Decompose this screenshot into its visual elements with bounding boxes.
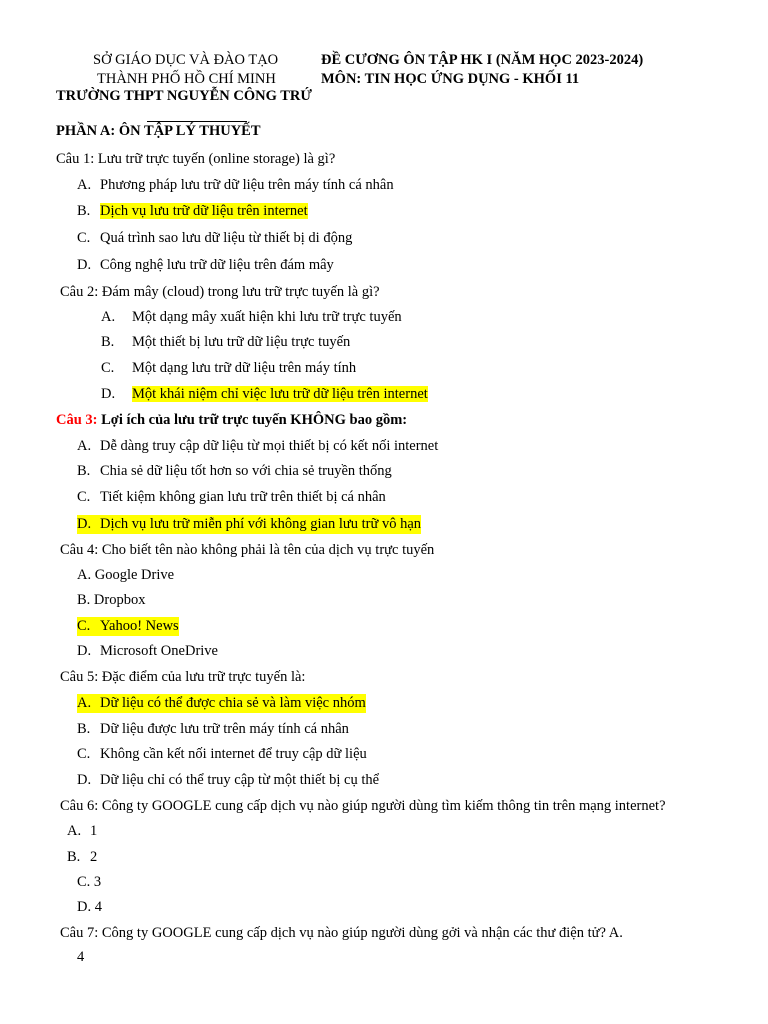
q5-option-b xyxy=(77,720,349,739)
q1-option-b xyxy=(77,202,308,221)
q2-option-b xyxy=(101,333,350,352)
option-text: 3 xyxy=(93,874,102,890)
option-letter: C. xyxy=(77,874,91,890)
option-text-highlighted: Một khái niệm chỉ việc lưu trữ dữ liệu trên internet xyxy=(132,386,428,402)
option-letter: A. xyxy=(67,823,82,839)
option-text: Quá trình sao lưu dữ liệu từ thiết bị di động xyxy=(100,230,353,246)
question-text: Công ty GOOGLE cung cấp dịch vụ nào giúp người dùng gởi và nhận các thư điện tử? A. xyxy=(101,925,623,941)
section-title: PHẦN A: ÔN TẬP LÝ THUYẾT xyxy=(56,123,261,139)
option-letter: B. xyxy=(77,721,91,737)
option-letter: B. xyxy=(101,334,115,350)
option-text: 1 xyxy=(90,823,98,839)
option-text: 4 xyxy=(94,899,102,915)
q3-option-c xyxy=(77,488,386,507)
question-1 xyxy=(56,150,335,169)
q5-option-a xyxy=(77,694,366,713)
header-city: THÀNH PHỐ HỒ CHÍ MINH xyxy=(97,71,276,87)
option-text-highlighted: Yahoo! News xyxy=(100,618,179,634)
option-text: Công nghệ lưu trữ dữ liệu trên đám mây xyxy=(100,257,334,273)
option-letter: B. xyxy=(77,203,91,219)
option-letter: C. xyxy=(77,746,91,762)
option-text: Dropbox xyxy=(93,592,146,608)
q6-option-c xyxy=(77,873,101,892)
option-letter: D. xyxy=(77,899,92,915)
q1-option-d xyxy=(77,256,334,275)
header-title: ĐỀ CƯƠNG ÔN TẬP HK I (NĂM HỌC 2023-2024) xyxy=(321,52,644,68)
q5-option-c xyxy=(77,745,367,764)
question-text: Cho biết tên nào không phải là tên của dịch vụ trực tuyến xyxy=(101,542,435,558)
option-text: Dữ liệu được lưu trữ trên máy tính cá nhân xyxy=(100,721,349,737)
question-label: Câu 3: xyxy=(56,412,98,428)
q2-option-a xyxy=(101,308,402,327)
option-text-highlighted: Dịch vụ lưu trữ miễn phí với không gian lưu trữ vô hạn xyxy=(100,516,422,532)
option-text: Google Drive xyxy=(94,567,175,583)
option-text: Microsoft OneDrive xyxy=(100,643,218,659)
option-text-highlighted: Dịch vụ lưu trữ dữ liệu trên internet xyxy=(100,203,308,219)
q4-option-b xyxy=(77,591,145,610)
q4-option-c xyxy=(77,617,179,636)
question-text: Lợi ích của lưu trữ trực tuyến KHÔNG bao gồm: xyxy=(101,412,408,428)
question-label: Câu 5: xyxy=(60,669,99,685)
option-text: Dễ dàng truy cập dữ liệu từ mọi thiết bị có kết nối internet xyxy=(100,438,439,454)
option-text: Tiết kiệm không gian lưu trữ trên thiết bị cá nhân xyxy=(100,489,386,505)
option-letter: D. xyxy=(77,516,92,532)
q4-option-d xyxy=(77,642,218,661)
q1-option-c xyxy=(77,229,352,248)
option-text: Một thiết bị lưu trữ dữ liệu trực tuyến xyxy=(132,334,351,350)
question-text: Đặc điểm của lưu trữ trực tuyến là: xyxy=(101,669,306,685)
option-letter: C. xyxy=(101,360,115,376)
question-6 xyxy=(60,797,666,816)
option-letter: C. xyxy=(77,489,91,505)
option-letter: A. xyxy=(77,695,92,711)
header-department: SỞ GIÁO DỤC VÀ ĐÀO TẠO xyxy=(93,52,279,68)
question-label: Câu 1: xyxy=(56,151,95,167)
option-text: Phương pháp lưu trữ dữ liệu trên máy tính cá nhân xyxy=(100,177,394,193)
q4-option-a xyxy=(77,566,174,585)
option-letter: B. xyxy=(67,849,81,865)
option-text: Dữ liệu chỉ có thể truy cập từ một thiết bị cụ thể xyxy=(100,772,380,788)
option-letter: D. xyxy=(77,257,92,273)
option-text: Một dạng lưu trữ dữ liệu trên máy tính xyxy=(132,360,357,376)
option-letter: C. xyxy=(77,618,91,634)
header-school: TRƯỜNG THPT NGUYỄN CÔNG TRỨ xyxy=(56,88,312,104)
question-label: Câu 6: xyxy=(60,798,99,814)
question-label: Câu 7: xyxy=(60,925,99,941)
q6-option-d xyxy=(77,898,102,917)
option-letter: D. xyxy=(77,772,92,788)
option-letter: B. xyxy=(77,592,91,608)
option-text: Chia sẻ dữ liệu tốt hơn so với chia sẻ truyền thống xyxy=(100,463,392,479)
header-subject: MÔN: TIN HỌC ỨNG DỤNG - KHỐI 11 xyxy=(321,71,580,87)
option-letter: A. xyxy=(77,567,92,583)
option-letter: A. xyxy=(77,438,92,454)
q7-continuation: 4 xyxy=(77,949,85,965)
q5-option-d xyxy=(77,771,379,790)
question-5 xyxy=(60,668,305,687)
question-7 xyxy=(60,924,623,943)
q3-option-d xyxy=(77,515,421,534)
q3-option-a xyxy=(77,437,438,456)
question-3 xyxy=(56,411,407,430)
option-letter: C. xyxy=(77,230,91,246)
option-text: Không cần kết nối internet để truy cập dữ liệu xyxy=(100,746,367,762)
q1-option-a xyxy=(77,176,394,195)
option-letter: B. xyxy=(77,463,91,479)
q6-option-a xyxy=(67,822,97,841)
question-label: Câu 4: xyxy=(60,542,99,558)
question-text: Lưu trữ trực tuyến (online storage) là gì? xyxy=(97,151,336,167)
q2-option-c xyxy=(101,359,356,378)
question-label: Câu 2: xyxy=(60,284,99,300)
option-letter: A. xyxy=(77,177,92,193)
option-letter: A. xyxy=(101,309,116,325)
question-text: Đám mây (cloud) trong lưu trữ trực tuyến là gì? xyxy=(101,284,380,300)
question-4 xyxy=(60,541,434,560)
option-letter: D. xyxy=(101,386,116,402)
option-text: Một dạng mây xuất hiện khi lưu trữ trực tuyến xyxy=(132,309,402,325)
option-text: 2 xyxy=(90,849,98,865)
q2-option-d xyxy=(101,385,428,404)
question-text: Công ty GOOGLE cung cấp dịch vụ nào giúp người dùng tìm kiếm thông tin trên mạng internet? xyxy=(101,798,666,814)
option-letter: D. xyxy=(77,643,92,659)
option-text-highlighted: Dữ liệu có thể được chia sẻ và làm việc nhóm xyxy=(100,695,366,711)
q6-option-b xyxy=(67,848,97,867)
q3-option-b xyxy=(77,462,392,481)
question-2 xyxy=(60,283,380,302)
